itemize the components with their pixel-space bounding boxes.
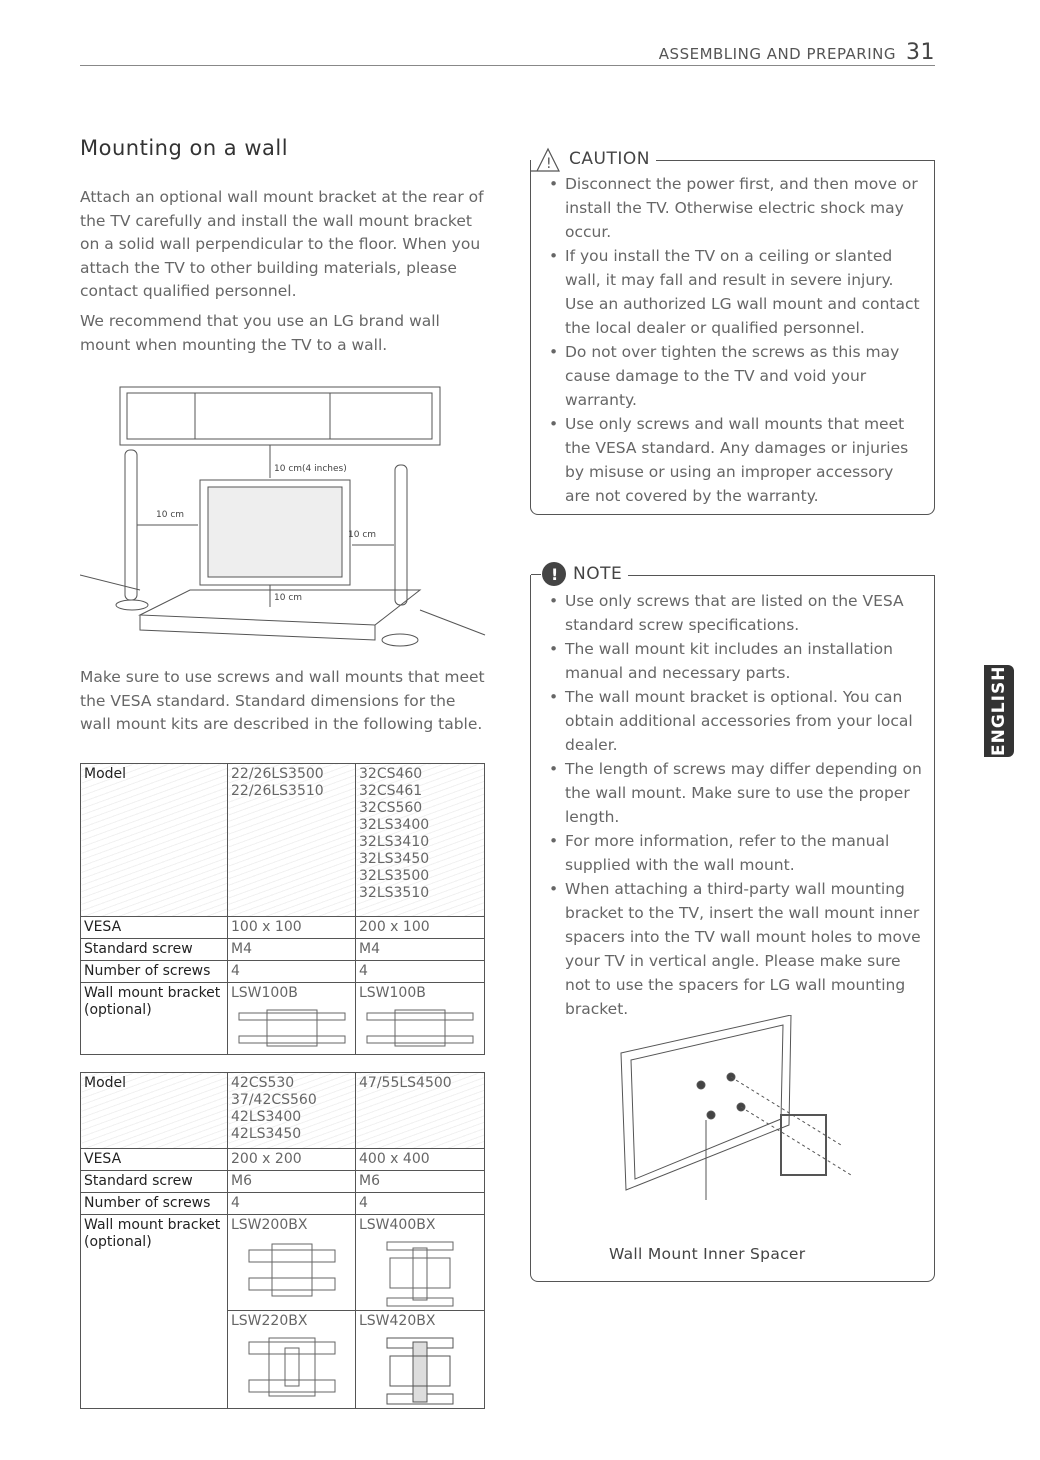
note-item: • The wall mount bracket is optional. You can obtain additional accessories from your local dealer. (547, 685, 922, 757)
wall-mount-table-1 (80, 763, 485, 1055)
bracket-icon (365, 1008, 475, 1048)
note-item: • Use only screws that are listed on the VESA standard screw specifications. (547, 589, 922, 637)
caution-title: CAUTION (569, 149, 650, 169)
page-number: 31 (906, 40, 935, 65)
inner-spacer-diagram (611, 1015, 871, 1215)
caution-box (530, 149, 935, 515)
page-title: Mounting on a wall (80, 136, 289, 160)
screw-value: M4 (228, 939, 356, 961)
bracket-model: LSW100B (231, 985, 298, 1001)
bracket-model: LSW420BX (359, 1313, 436, 1329)
caution-item: • Disconnect the power first, and then move or install the TV. Otherwise electric shock may occur. (547, 172, 922, 244)
note-item: • When attaching a third-party wall mounting bracket to the TV, insert the wall mount inner spacers into the TV wall mount holes to move your TV in vertical angle. Please make sure not to use the spacers for LG wall mounting bracket. (547, 877, 922, 1021)
bracket-icon (247, 1336, 337, 1398)
vesa-value: 400 x 400 (356, 1149, 485, 1171)
label-bracket: Wall mount bracket (optional) (81, 983, 228, 1055)
spacer-caption: Wall Mount Inner Spacer (609, 1245, 806, 1263)
label-num-screws: Number of screws (81, 961, 228, 983)
vesa-value: 200 x 100 (356, 917, 485, 939)
label-model: Model (81, 1073, 228, 1149)
label-screw: Standard screw (81, 1171, 228, 1193)
bracket-icon (385, 1240, 455, 1308)
note-item: • The wall mount kit includes an installation manual and necessary parts. (547, 637, 922, 685)
models-col2: 32CS460 32CS461 32CS560 32LS3400 32LS3410 32LS3450 32LS3500 32LS3510 (356, 764, 485, 917)
page-header (80, 40, 935, 66)
svg-text:!: ! (551, 565, 559, 584)
vesa-paragraph: Make sure to use screws and wall mounts that meet the VESA standard. Standard dimensions for the wall mount kits are described in the following table. (80, 668, 485, 733)
screw-value: M6 (228, 1171, 356, 1193)
label-vesa: VESA (81, 1149, 228, 1171)
bracket-icon (247, 1240, 337, 1300)
bracket-icon (237, 1008, 347, 1048)
recommend-paragraph: We recommend that you use an LG brand wall mount when mounting the TV to a wall. (80, 312, 440, 354)
language-tab: ENGLISH (984, 665, 1014, 757)
note-item: • The length of screws may differ depending on the wall mount. Make sure to use the proper length. (547, 757, 922, 829)
label-screw: Standard screw (81, 939, 228, 961)
vesa-value: 100 x 100 (228, 917, 356, 939)
wall-clearance-diagram (80, 385, 490, 660)
caution-item: • If you install the TV on a ceiling or slanted wall, it may fall and result in severe injury. Use an authorized LG wall mount and contact the local dealer or qualified personnel. (547, 244, 922, 340)
intro-paragraph: Attach an optional wall mount bracket at the rear of the TV carefully and install the wall mount bracket on a solid wall perpendicular to the floor. When you attach the TV to other building materials, please contact qualified personnel. (80, 188, 484, 300)
note-title: NOTE (573, 564, 623, 584)
bracket-model: LSW400BX (359, 1217, 436, 1233)
top-clearance-label: 10 cm(4 inches) (274, 464, 347, 474)
bracket-model: LSW100B (359, 985, 426, 1001)
note-item: • For more information, refer to the manual supplied with the wall mount. (547, 829, 922, 877)
bracket-model: LSW200BX (231, 1217, 308, 1233)
num-value: 4 (228, 961, 356, 983)
wall-mount-table-2 (80, 1072, 485, 1409)
vesa-value: 200 x 200 (228, 1149, 356, 1171)
screw-value: M6 (356, 1171, 485, 1193)
models-col2: 47/55LS4500 (356, 1073, 485, 1149)
bracket-model: LSW220BX (231, 1313, 308, 1329)
models-col1: 22/26LS3500 22/26LS3510 (228, 764, 356, 917)
caution-item: • Use only screws and wall mounts that meet the VESA standard. Any damages or injuries by misuse or using an improper accessory are not covered by the warranty. (547, 412, 922, 508)
bottom-clearance-label: 10 cm (274, 593, 303, 603)
label-model: Model (81, 764, 228, 917)
bracket-icon (385, 1336, 455, 1406)
screw-value: M4 (356, 939, 485, 961)
caution-item: • Do not over tighten the screws as this may cause damage to the TV and void your warranty. (547, 340, 922, 412)
right-clearance-label: 10 cm (348, 530, 377, 540)
warning-icon (531, 146, 565, 172)
num-value: 4 (356, 961, 485, 983)
note-icon (541, 561, 567, 587)
label-bracket: Wall mount bracket (optional) (81, 1215, 228, 1409)
note-box (530, 564, 935, 1282)
left-clearance-label: 10 cm (156, 510, 185, 520)
label-vesa: VESA (81, 917, 228, 939)
models-col1: 42CS530 37/42CS560 42LS3400 42LS3450 (228, 1073, 356, 1149)
svg-text:!: ! (546, 156, 553, 172)
num-value: 4 (228, 1193, 356, 1215)
num-value: 4 (356, 1193, 485, 1215)
section-title: ASSEMBLING AND PREPARING (658, 45, 896, 63)
label-num-screws: Number of screws (81, 1193, 228, 1215)
